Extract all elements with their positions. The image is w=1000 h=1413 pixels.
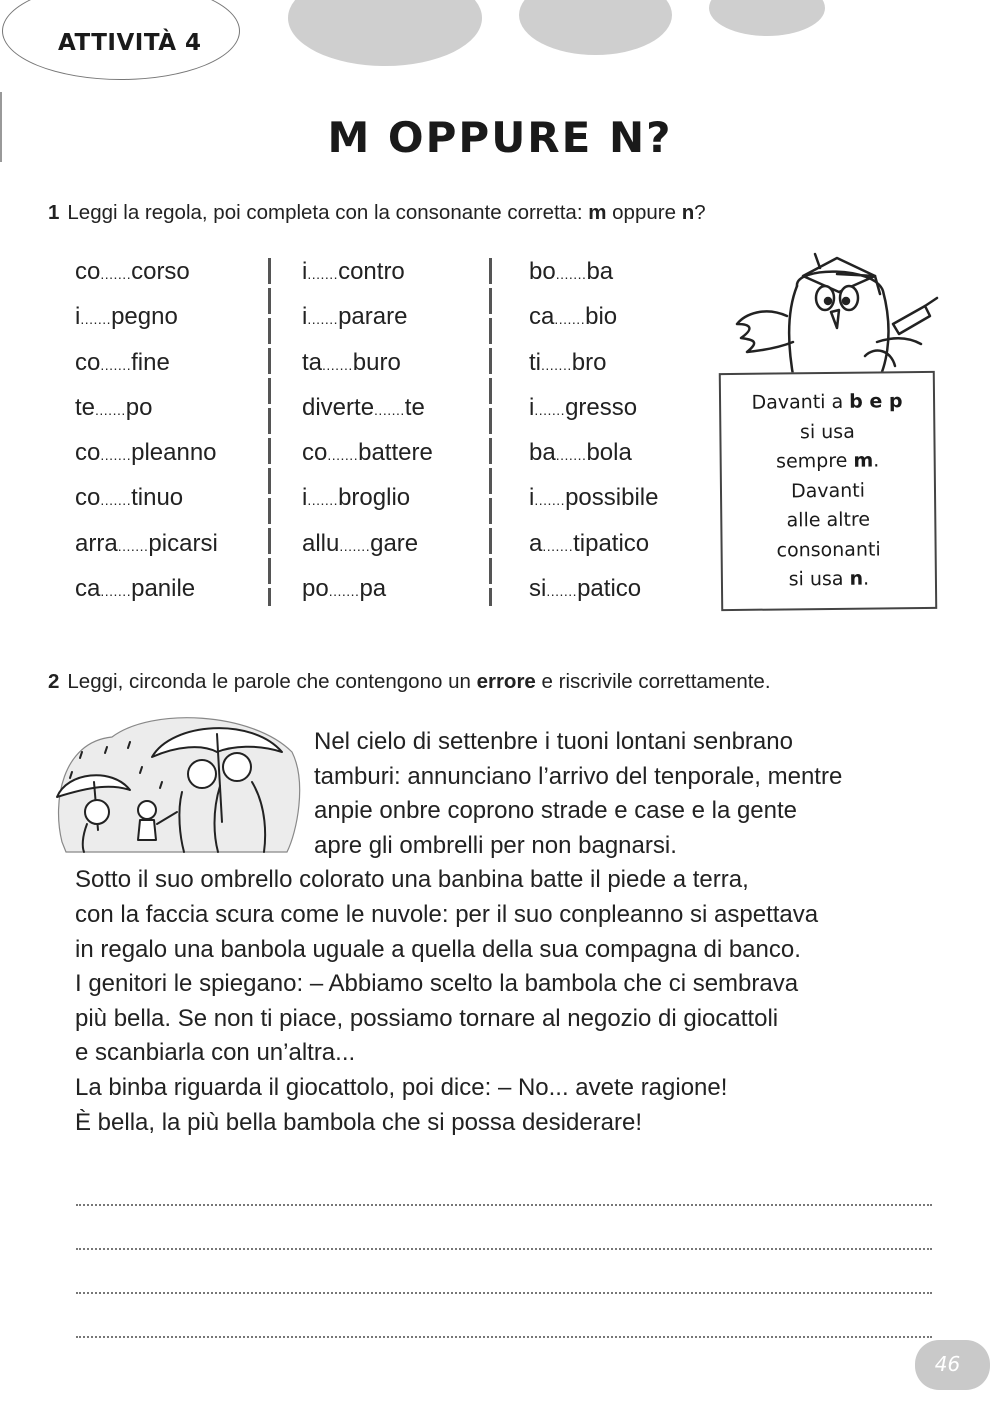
word-prefix: ti xyxy=(529,348,541,376)
word-prefix: ca xyxy=(529,303,555,331)
answer-line[interactable] xyxy=(76,1204,932,1206)
exercise-number: 2 xyxy=(48,670,60,693)
word-prefix: te xyxy=(75,393,96,421)
fill-in-word[interactable] xyxy=(75,524,218,569)
word-column-2 xyxy=(302,252,433,614)
exercise-number: 1 xyxy=(48,201,60,224)
blank-dots[interactable]: ....... xyxy=(80,311,112,328)
column-divider xyxy=(489,258,492,606)
story-line: È bella, la più bella bambola che si possa desiderare! xyxy=(75,1108,643,1136)
word-suffix: parare xyxy=(338,303,408,331)
word-suffix: possibile xyxy=(565,484,659,512)
story-line: più bella. Se non ti piace, possiamo tornare al negozio di giocattoli xyxy=(75,1004,779,1032)
word-suffix: patico xyxy=(577,575,642,603)
blank-dots[interactable]: ....... xyxy=(327,447,359,464)
word-suffix: broglio xyxy=(338,484,411,512)
word-suffix: buro xyxy=(352,348,401,376)
word-prefix: a xyxy=(529,529,543,557)
blank-dots[interactable]: ....... xyxy=(554,311,586,328)
blank-dots[interactable]: ....... xyxy=(541,356,572,373)
blank-dots[interactable]: ....... xyxy=(95,401,126,418)
blank-dots[interactable]: ....... xyxy=(546,583,578,600)
fill-in-word[interactable] xyxy=(302,433,433,478)
decorative-blob xyxy=(288,0,482,66)
word-suffix: tipatico xyxy=(573,529,650,557)
note-line: consonanti xyxy=(776,537,881,562)
word-suffix: pleanno xyxy=(131,439,217,467)
word-suffix: te xyxy=(404,393,425,421)
decorative-blob xyxy=(519,0,672,55)
exercise-1-instruction: 1 Leggi la regola, poi completa con la consonante corretta: m oppure n? xyxy=(48,201,706,224)
story-line: e scanbiarla con un’altra... xyxy=(75,1039,356,1067)
fill-in-word[interactable] xyxy=(75,569,218,614)
decorative-blob xyxy=(709,0,825,36)
blank-dots[interactable]: ....... xyxy=(328,583,360,600)
blank-dots[interactable]: ....... xyxy=(542,537,574,554)
blank-dots[interactable]: ....... xyxy=(339,537,371,554)
word-prefix: arra xyxy=(75,529,118,557)
activity-label: ATTIVITÀ 4 xyxy=(58,30,202,56)
word-suffix: pa xyxy=(359,575,387,603)
word-prefix: i xyxy=(302,484,308,512)
story-line: in regalo una banbola uguale a quella della sua compagna di banco. xyxy=(75,935,801,963)
fill-in-word[interactable] xyxy=(302,388,433,433)
word-suffix: fine xyxy=(131,348,170,376)
story-line: apre gli ombrelli per non bagnarsi. xyxy=(314,831,677,859)
fill-in-word[interactable] xyxy=(75,388,218,433)
blank-dots[interactable]: ....... xyxy=(534,492,566,509)
page-number: 46 xyxy=(934,1352,961,1376)
word-suffix: bola xyxy=(586,439,632,467)
fill-in-word[interactable] xyxy=(302,252,433,297)
fill-in-word[interactable] xyxy=(75,433,218,478)
answer-line[interactable] xyxy=(76,1292,932,1294)
story-line: I genitori le spiegano: – Abbiamo scelto la bambola che ci sembrava xyxy=(75,970,799,998)
family-rain-illustration xyxy=(52,712,302,857)
word-suffix: pegno xyxy=(111,303,178,331)
note-line: sempre m. xyxy=(775,449,880,473)
word-suffix: tinuo xyxy=(131,484,184,512)
word-suffix: bro xyxy=(571,348,607,376)
blank-dots[interactable]: ....... xyxy=(100,583,132,600)
fill-in-word[interactable] xyxy=(529,433,658,478)
word-suffix: battere xyxy=(358,439,433,467)
fill-in-word[interactable] xyxy=(302,478,433,523)
fill-in-word[interactable] xyxy=(529,478,658,523)
blank-dots[interactable]: ....... xyxy=(100,266,132,282)
blank-dots[interactable]: ....... xyxy=(100,492,132,509)
column-divider xyxy=(268,258,271,606)
blank-dots[interactable]: ....... xyxy=(307,311,339,328)
word-prefix: i xyxy=(529,393,535,421)
fill-in-word[interactable] xyxy=(75,252,218,297)
blank-dots[interactable]: ....... xyxy=(100,356,132,373)
word-prefix: co xyxy=(75,439,101,467)
word-prefix: si xyxy=(529,575,547,603)
blank-dots[interactable]: ....... xyxy=(555,447,587,464)
word-prefix: i xyxy=(529,484,535,512)
story-line: anpie onbre coprono strade e case e la gente xyxy=(314,797,798,825)
word-prefix: ta xyxy=(302,348,323,376)
answer-line[interactable] xyxy=(76,1248,932,1250)
word-prefix: co xyxy=(75,258,101,285)
note-line: si usa xyxy=(799,420,855,443)
word-suffix: po xyxy=(125,393,153,421)
fill-in-word[interactable] xyxy=(302,524,433,569)
word-prefix: co xyxy=(75,348,101,376)
word-prefix: i xyxy=(302,258,308,285)
word-prefix: co xyxy=(302,439,328,467)
word-prefix: ca xyxy=(75,575,101,603)
fill-in-word[interactable] xyxy=(302,569,433,614)
word-column-3 xyxy=(529,252,658,614)
fill-in-word[interactable] xyxy=(302,343,433,388)
fill-in-word[interactable] xyxy=(529,524,658,569)
story-line: La binba riguarda il giocattolo, poi dice: – No... avete ragione! xyxy=(75,1074,728,1101)
blank-dots[interactable]: ....... xyxy=(322,356,353,373)
word-prefix: ba xyxy=(529,439,556,467)
rule-note-card xyxy=(719,371,937,611)
note-line: Davanti a b e p xyxy=(751,390,903,414)
word-prefix: allu xyxy=(302,529,340,557)
story-line: con la faccia scura come le nuvole: per il suo conpleanno si aspettava xyxy=(75,901,819,928)
word-prefix: i xyxy=(302,303,308,331)
story-line: Sotto il suo ombrello colorato una banbina batte il piede a terra, xyxy=(75,866,749,894)
word-prefix: po xyxy=(302,575,329,603)
word-suffix: ba xyxy=(586,258,614,285)
answer-line[interactable] xyxy=(76,1336,932,1338)
word-prefix: i xyxy=(75,303,81,331)
word-suffix: corso xyxy=(131,258,190,285)
word-suffix: gare xyxy=(370,529,419,557)
blank-dots[interactable]: ....... xyxy=(100,447,132,464)
fill-in-word[interactable] xyxy=(529,343,658,388)
fill-in-word[interactable] xyxy=(529,388,658,433)
fill-in-word[interactable] xyxy=(75,297,218,342)
word-suffix: panile xyxy=(131,575,196,603)
story-line: Nel cielo di settenbre i tuoni lontani senbrano xyxy=(314,728,793,755)
word-prefix: co xyxy=(75,484,101,512)
word-suffix: bio xyxy=(585,303,618,331)
note-line: si usa n. xyxy=(788,567,870,591)
word-column-1 xyxy=(75,252,218,614)
story-line: tamburi: annunciano l’arrivo del tenporale, mentre xyxy=(314,762,843,790)
blank-dots[interactable]: ....... xyxy=(374,401,405,418)
word-suffix: gresso xyxy=(565,393,638,421)
word-prefix: diverte xyxy=(302,393,375,421)
owl-teacher-illustration xyxy=(725,246,950,386)
fill-in-word[interactable] xyxy=(302,297,433,342)
blank-dots[interactable]: ....... xyxy=(534,401,566,418)
note-line: Davanti xyxy=(790,479,866,502)
fill-in-word[interactable] xyxy=(529,569,658,614)
page-title: M OPPURE N? xyxy=(327,113,673,162)
note-line: alle altre xyxy=(786,508,871,532)
word-suffix: contro xyxy=(338,258,405,285)
blank-dots[interactable]: ....... xyxy=(117,537,149,554)
word-prefix: bo xyxy=(529,258,556,285)
blank-dots[interactable]: ....... xyxy=(307,492,339,509)
blank-dots[interactable]: ....... xyxy=(307,266,339,282)
fill-in-word[interactable] xyxy=(529,252,658,297)
blank-dots[interactable]: ....... xyxy=(555,266,587,282)
fill-in-word[interactable] xyxy=(529,297,658,342)
fill-in-word[interactable] xyxy=(75,343,218,388)
word-suffix: picarsi xyxy=(148,529,218,557)
fill-in-word[interactable] xyxy=(75,478,218,523)
exercise-2-instruction: 2 Leggi, circonda le parole che contengono un errore e riscrivile correttamente. xyxy=(48,670,771,693)
